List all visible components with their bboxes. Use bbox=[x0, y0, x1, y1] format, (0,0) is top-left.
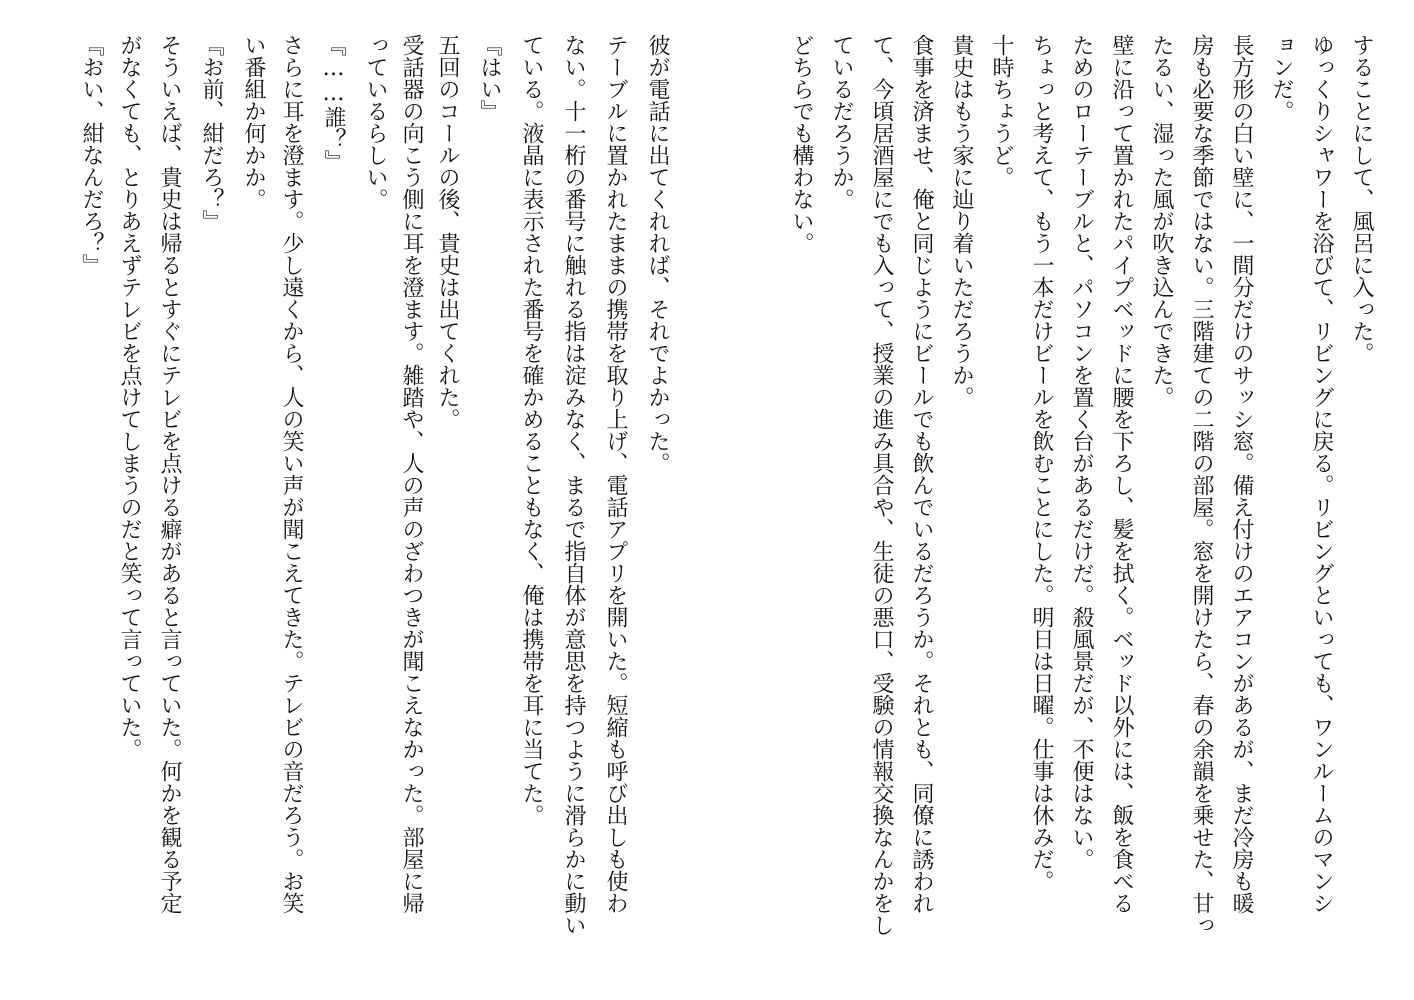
text-line: 『お前、紺だろ？』 bbox=[199, 34, 224, 232]
text-line: ョンだ。 bbox=[1269, 34, 1294, 122]
text-line: て、今頃居酒屋にでも入って、授業の進み具合や、生徒の悪口、受験の情報交換なんかをし bbox=[869, 34, 894, 936]
text-line: 食事を済ませ、俺と同じようにビールでも飲んでいるだろうか。それとも、同僚に誘われ bbox=[909, 34, 934, 914]
text-line: することにして、風呂に入った。 bbox=[1349, 34, 1374, 364]
text-line: ためのローテーブルと、パソコンを置く台があるだけだ。殺風景だが、不便はない。 bbox=[1069, 34, 1094, 870]
text-line: 受話器の向こう側に耳を澄ます。雑踏や、人の声のざわつきが聞こえなかった。部屋に帰 bbox=[399, 34, 424, 914]
text-line: テーブルに置かれたままの携帯を取り上げ、電話アプリを開いた。短縮も呼び出しも使わ bbox=[603, 34, 628, 914]
text-line: 長方形の白い壁に、一間分だけのサッシ窓。備え付けのエアコンがあるが、まだ冷房も暖 bbox=[1229, 34, 1254, 914]
text-line: 五回のコールの後、貴史は出てくれた。 bbox=[435, 34, 460, 430]
text-line: 十時ちょうど。 bbox=[989, 34, 1014, 188]
text-line: ている。液晶に表示された番号を確かめることもなく、俺は携帯を耳に当てた。 bbox=[519, 34, 544, 826]
text-line: 『……誰？』 bbox=[321, 34, 346, 172]
text-line: ているだろうか。 bbox=[829, 34, 854, 210]
text-line: い番組か何かか。 bbox=[241, 34, 266, 210]
text-line: 貴史はもう家に辿り着いただろうか。 bbox=[949, 34, 974, 408]
text-line: ない。十一桁の番号に触れる指は淀みなく、まるで指自体が意思を持つように滑らかに動い bbox=[561, 34, 586, 936]
text-line: 房も必要な季節ではない。三階建ての二階の部屋。窓を開けたら、春の余韻を乗せた、甘っ bbox=[1189, 34, 1214, 936]
text-line: たるい、湿った風が吹き込んできた。 bbox=[1149, 34, 1174, 408]
text-line: 彼が電話に出てくれれば、それでよかった。 bbox=[645, 34, 670, 474]
text-line: ゆっくりシャワーを浴びて、リビングに戻る。リビングといっても、ワンルームのマンシ bbox=[1309, 34, 1334, 914]
text-line: さらに耳を澄ます。少し遠くから、人の笑い声が聞こえてきた。テレビの音だろう。お笑 bbox=[279, 34, 304, 914]
text-line: ちょっと考えて、もう一本だけビールを飲むことにした。明日は日曜。仕事は休みだ。 bbox=[1029, 34, 1054, 892]
text-line: 壁に沿って置かれたパイプベッドに腰を下ろし、髪を拭く。ベッド以外には、飯を食べる bbox=[1109, 34, 1134, 914]
text-line: そういえば、貴史は帰るとすぐにテレビを点ける癖があると言っていた。何かを観る予定 bbox=[157, 34, 182, 914]
text-line: 『はい』 bbox=[477, 34, 502, 122]
blank-line bbox=[706, 34, 736, 974]
text-line: っているらしい。 bbox=[363, 34, 388, 210]
text-line: どちらでも構わない。 bbox=[789, 34, 814, 254]
blank-line bbox=[746, 34, 776, 974]
text-line: 『おい、紺なんだろ？』 bbox=[79, 34, 104, 276]
text-line: がなくても、とりあえずテレビを点けてしまうのだと笑って言っていた。 bbox=[117, 34, 142, 760]
